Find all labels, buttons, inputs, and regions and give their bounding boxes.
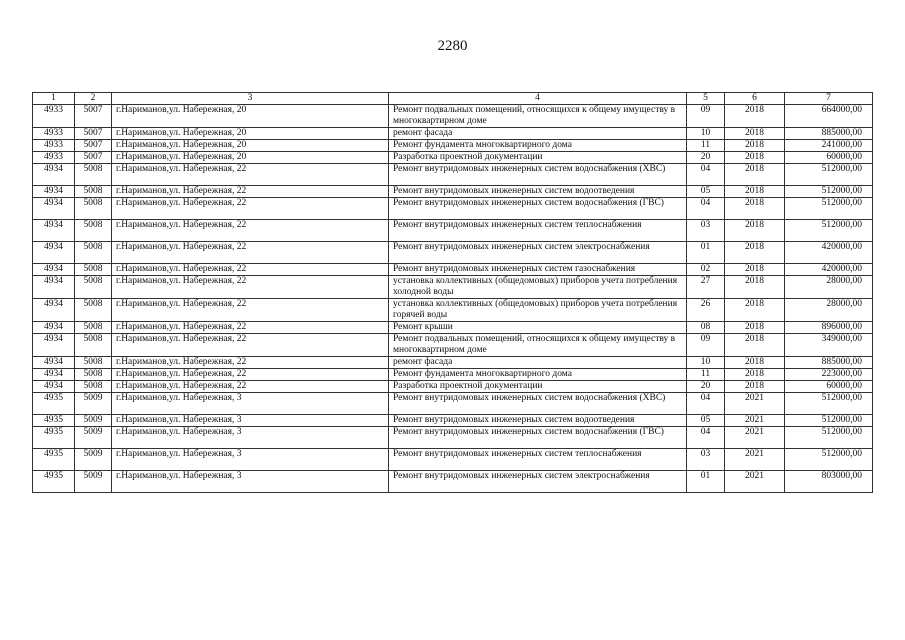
work-type-cell: Ремонт внутридомовых инженерных систем теплоснабжения bbox=[389, 449, 687, 471]
address-cell: г.Нариманов,ул. Набережная, 22 bbox=[112, 381, 389, 393]
cost-cell: 512000,00 bbox=[785, 427, 873, 449]
table-row bbox=[33, 471, 873, 493]
work-code-cell: 26 bbox=[687, 299, 725, 322]
table-row bbox=[33, 220, 873, 242]
address-cell: г.Нариманов,ул. Набережная, 22 bbox=[112, 264, 389, 276]
year-cell: 2021 bbox=[725, 449, 785, 471]
year-cell: 2021 bbox=[725, 471, 785, 493]
address-cell: г.Нариманов,ул. Набережная, 22 bbox=[112, 299, 389, 322]
column-header: 6 bbox=[725, 93, 785, 105]
cost-cell: 512000,00 bbox=[785, 220, 873, 242]
work-code-cell: 05 bbox=[687, 186, 725, 198]
address-cell: г.Нариманов,ул. Набережная, 20 bbox=[112, 128, 389, 140]
year-cell: 2018 bbox=[725, 334, 785, 357]
year-cell: 2018 bbox=[725, 299, 785, 322]
table-row bbox=[33, 449, 873, 471]
work-code-cell: 03 bbox=[687, 220, 725, 242]
year-cell: 2018 bbox=[725, 264, 785, 276]
table-row bbox=[33, 152, 873, 164]
table-row bbox=[33, 381, 873, 393]
address-cell: г.Нариманов,ул. Набережная, 22 bbox=[112, 369, 389, 381]
object-id-cell: 5008 bbox=[75, 276, 112, 299]
address-cell: г.Нариманов,ул. Набережная, 20 bbox=[112, 152, 389, 164]
work-code-cell: 10 bbox=[687, 128, 725, 140]
address-cell: г.Нариманов,ул. Набережная, 22 bbox=[112, 276, 389, 299]
table-row bbox=[33, 357, 873, 369]
row-index-cell: 4933 bbox=[33, 140, 75, 152]
cost-cell: 664000,00 bbox=[785, 105, 873, 128]
row-index-cell: 4934 bbox=[33, 198, 75, 220]
year-cell: 2021 bbox=[725, 415, 785, 427]
row-index-cell: 4933 bbox=[33, 152, 75, 164]
cost-cell: 420000,00 bbox=[785, 264, 873, 276]
work-code-cell: 04 bbox=[687, 164, 725, 186]
row-index-cell: 4934 bbox=[33, 186, 75, 198]
work-type-cell: Ремонт крыши bbox=[389, 322, 687, 334]
year-cell: 2018 bbox=[725, 140, 785, 152]
column-header: 4 bbox=[389, 93, 687, 105]
page-number: 2280 bbox=[437, 38, 468, 54]
work-code-cell: 11 bbox=[687, 140, 725, 152]
year-cell: 2021 bbox=[725, 427, 785, 449]
work-type-cell: Ремонт подвальных помещений, относящихся к общему имуществу в многоквартирном доме bbox=[389, 334, 687, 357]
object-id-cell: 5008 bbox=[75, 334, 112, 357]
cost-cell: 512000,00 bbox=[785, 449, 873, 471]
object-id-cell: 5008 bbox=[75, 242, 112, 264]
work-type-cell: Ремонт внутридомовых инженерных систем газоснабжения bbox=[389, 264, 687, 276]
row-index-cell: 4934 bbox=[33, 242, 75, 264]
table-row bbox=[33, 393, 873, 415]
row-index-cell: 4934 bbox=[33, 276, 75, 299]
object-id-cell: 5008 bbox=[75, 369, 112, 381]
address-cell: г.Нариманов,ул. Набережная, 3 bbox=[112, 415, 389, 427]
cost-cell: 512000,00 bbox=[785, 198, 873, 220]
work-type-cell: Ремонт подвальных помещений, относящихся к общему имуществу в многоквартирном доме bbox=[389, 105, 687, 128]
row-index-cell: 4934 bbox=[33, 164, 75, 186]
work-type-cell: установка коллективных (общедомовых) приборов учета потребления горячей воды bbox=[389, 299, 687, 322]
address-cell: г.Нариманов,ул. Набережная, 22 bbox=[112, 334, 389, 357]
work-type-cell: Ремонт фундамента многоквартирного дома bbox=[389, 140, 687, 152]
table-row bbox=[33, 264, 873, 276]
work-code-cell: 04 bbox=[687, 198, 725, 220]
work-type-cell: Ремонт внутридомовых инженерных систем водоснабжения (ХВС) bbox=[389, 164, 687, 186]
year-cell: 2018 bbox=[725, 357, 785, 369]
column-header: 3 bbox=[112, 93, 389, 105]
row-index-cell: 4934 bbox=[33, 334, 75, 357]
table-row bbox=[33, 164, 873, 186]
row-index-cell: 4933 bbox=[33, 105, 75, 128]
address-cell: г.Нариманов,ул. Набережная, 3 bbox=[112, 449, 389, 471]
work-type-cell: Ремонт фундамента многоквартирного дома bbox=[389, 369, 687, 381]
row-index-cell: 4934 bbox=[33, 264, 75, 276]
table-row bbox=[33, 242, 873, 264]
object-id-cell: 5008 bbox=[75, 186, 112, 198]
address-cell: г.Нариманов,ул. Набережная, 22 bbox=[112, 164, 389, 186]
address-cell: г.Нариманов,ул. Набережная, 3 bbox=[112, 471, 389, 493]
object-id-cell: 5008 bbox=[75, 198, 112, 220]
work-code-cell: 09 bbox=[687, 105, 725, 128]
row-index-cell: 4934 bbox=[33, 369, 75, 381]
address-cell: г.Нариманов,ул. Набережная, 22 bbox=[112, 220, 389, 242]
row-index-cell: 4935 bbox=[33, 449, 75, 471]
address-cell: г.Нариманов,ул. Набережная, 22 bbox=[112, 186, 389, 198]
work-type-cell: Ремонт внутридомовых инженерных систем водоотведения bbox=[389, 186, 687, 198]
object-id-cell: 5007 bbox=[75, 152, 112, 164]
work-type-cell: Ремонт внутридомовых инженерных систем водоснабжения (ХВС) bbox=[389, 393, 687, 415]
work-type-cell: ремонт фасада bbox=[389, 128, 687, 140]
row-index-cell: 4935 bbox=[33, 415, 75, 427]
object-id-cell: 5009 bbox=[75, 427, 112, 449]
table-row bbox=[33, 140, 873, 152]
object-id-cell: 5008 bbox=[75, 220, 112, 242]
object-id-cell: 5008 bbox=[75, 299, 112, 322]
work-type-cell: Разработка проектной документации bbox=[389, 381, 687, 393]
work-type-cell: Ремонт внутридомовых инженерных систем водоснабжения (ГВС) bbox=[389, 427, 687, 449]
year-cell: 2018 bbox=[725, 105, 785, 128]
cost-cell: 896000,00 bbox=[785, 322, 873, 334]
table-row bbox=[33, 415, 873, 427]
object-id-cell: 5008 bbox=[75, 264, 112, 276]
year-cell: 2018 bbox=[725, 276, 785, 299]
cost-cell: 60000,00 bbox=[785, 381, 873, 393]
cost-cell: 349000,00 bbox=[785, 334, 873, 357]
column-header: 1 bbox=[33, 93, 75, 105]
address-cell: г.Нариманов,ул. Набережная, 22 bbox=[112, 322, 389, 334]
table-row bbox=[33, 334, 873, 357]
work-code-cell: 02 bbox=[687, 264, 725, 276]
work-code-cell: 20 bbox=[687, 381, 725, 393]
object-id-cell: 5007 bbox=[75, 105, 112, 128]
work-code-cell: 08 bbox=[687, 322, 725, 334]
object-id-cell: 5009 bbox=[75, 471, 112, 493]
year-cell: 2018 bbox=[725, 186, 785, 198]
row-index-cell: 4935 bbox=[33, 427, 75, 449]
object-id-cell: 5009 bbox=[75, 449, 112, 471]
address-cell: г.Нариманов,ул. Набережная, 20 bbox=[112, 105, 389, 128]
work-code-cell: 03 bbox=[687, 449, 725, 471]
year-cell: 2018 bbox=[725, 369, 785, 381]
address-cell: г.Нариманов,ул. Набережная, 22 bbox=[112, 242, 389, 264]
work-code-cell: 20 bbox=[687, 152, 725, 164]
year-cell: 2018 bbox=[725, 164, 785, 186]
cost-cell: 885000,00 bbox=[785, 357, 873, 369]
year-cell: 2018 bbox=[725, 220, 785, 242]
object-id-cell: 5009 bbox=[75, 393, 112, 415]
table-row bbox=[33, 322, 873, 334]
year-cell: 2018 bbox=[725, 381, 785, 393]
repair-schedule-table bbox=[32, 92, 873, 493]
work-code-cell: 09 bbox=[687, 334, 725, 357]
cost-cell: 223000,00 bbox=[785, 369, 873, 381]
cost-cell: 241000,00 bbox=[785, 140, 873, 152]
table-row bbox=[33, 198, 873, 220]
cost-cell: 803000,00 bbox=[785, 471, 873, 493]
cost-cell: 512000,00 bbox=[785, 164, 873, 186]
work-code-cell: 01 bbox=[687, 242, 725, 264]
cost-cell: 512000,00 bbox=[785, 393, 873, 415]
cost-cell: 420000,00 bbox=[785, 242, 873, 264]
year-cell: 2021 bbox=[725, 393, 785, 415]
year-cell: 2018 bbox=[725, 152, 785, 164]
column-header: 7 bbox=[785, 93, 873, 105]
work-type-cell: Ремонт внутридомовых инженерных систем теплоснабжения bbox=[389, 220, 687, 242]
object-id-cell: 5008 bbox=[75, 164, 112, 186]
column-header: 2 bbox=[75, 93, 112, 105]
object-id-cell: 5008 bbox=[75, 322, 112, 334]
cost-cell: 60000,00 bbox=[785, 152, 873, 164]
work-code-cell: 11 bbox=[687, 369, 725, 381]
work-code-cell: 04 bbox=[687, 427, 725, 449]
address-cell: г.Нариманов,ул. Набережная, 3 bbox=[112, 427, 389, 449]
work-code-cell: 10 bbox=[687, 357, 725, 369]
table-body bbox=[33, 105, 873, 493]
work-type-cell: ремонт фасада bbox=[389, 357, 687, 369]
row-index-cell: 4935 bbox=[33, 393, 75, 415]
table-row bbox=[33, 186, 873, 198]
address-cell: г.Нариманов,ул. Набережная, 3 bbox=[112, 393, 389, 415]
table-row bbox=[33, 276, 873, 299]
row-index-cell: 4933 bbox=[33, 128, 75, 140]
row-index-cell: 4935 bbox=[33, 471, 75, 493]
object-id-cell: 5008 bbox=[75, 357, 112, 369]
work-code-cell: 01 bbox=[687, 471, 725, 493]
cost-cell: 512000,00 bbox=[785, 415, 873, 427]
address-cell: г.Нариманов,ул. Набережная, 22 bbox=[112, 198, 389, 220]
row-index-cell: 4934 bbox=[33, 220, 75, 242]
work-code-cell: 05 bbox=[687, 415, 725, 427]
year-cell: 2018 bbox=[725, 322, 785, 334]
row-index-cell: 4934 bbox=[33, 357, 75, 369]
work-type-cell: Ремонт внутридомовых инженерных систем водоснабжения (ГВС) bbox=[389, 198, 687, 220]
work-code-cell: 04 bbox=[687, 393, 725, 415]
table-row bbox=[33, 105, 873, 128]
row-index-cell: 4934 bbox=[33, 299, 75, 322]
work-code-cell: 27 bbox=[687, 276, 725, 299]
year-cell: 2018 bbox=[725, 128, 785, 140]
object-id-cell: 5007 bbox=[75, 140, 112, 152]
work-type-cell: Ремонт внутридомовых инженерных систем электроснабжения bbox=[389, 471, 687, 493]
year-cell: 2018 bbox=[725, 242, 785, 264]
table-row bbox=[33, 299, 873, 322]
object-id-cell: 5008 bbox=[75, 381, 112, 393]
column-header: 5 bbox=[687, 93, 725, 105]
cost-cell: 28000,00 bbox=[785, 299, 873, 322]
cost-cell: 512000,00 bbox=[785, 186, 873, 198]
object-id-cell: 5009 bbox=[75, 415, 112, 427]
header-row bbox=[33, 93, 873, 105]
address-cell: г.Нариманов,ул. Набережная, 20 bbox=[112, 140, 389, 152]
work-type-cell: Ремонт внутридомовых инженерных систем электроснабжения bbox=[389, 242, 687, 264]
work-type-cell: установка коллективных (общедомовых) приборов учета потребления холодной воды bbox=[389, 276, 687, 299]
address-cell: г.Нариманов,ул. Набережная, 22 bbox=[112, 357, 389, 369]
object-id-cell: 5007 bbox=[75, 128, 112, 140]
work-type-cell: Разработка проектной документации bbox=[389, 152, 687, 164]
row-index-cell: 4934 bbox=[33, 322, 75, 334]
table-row bbox=[33, 369, 873, 381]
cost-cell: 28000,00 bbox=[785, 276, 873, 299]
table-row bbox=[33, 128, 873, 140]
year-cell: 2018 bbox=[725, 198, 785, 220]
cost-cell: 885000,00 bbox=[785, 128, 873, 140]
table-row bbox=[33, 427, 873, 449]
work-type-cell: Ремонт внутридомовых инженерных систем водоотведения bbox=[389, 415, 687, 427]
row-index-cell: 4934 bbox=[33, 381, 75, 393]
